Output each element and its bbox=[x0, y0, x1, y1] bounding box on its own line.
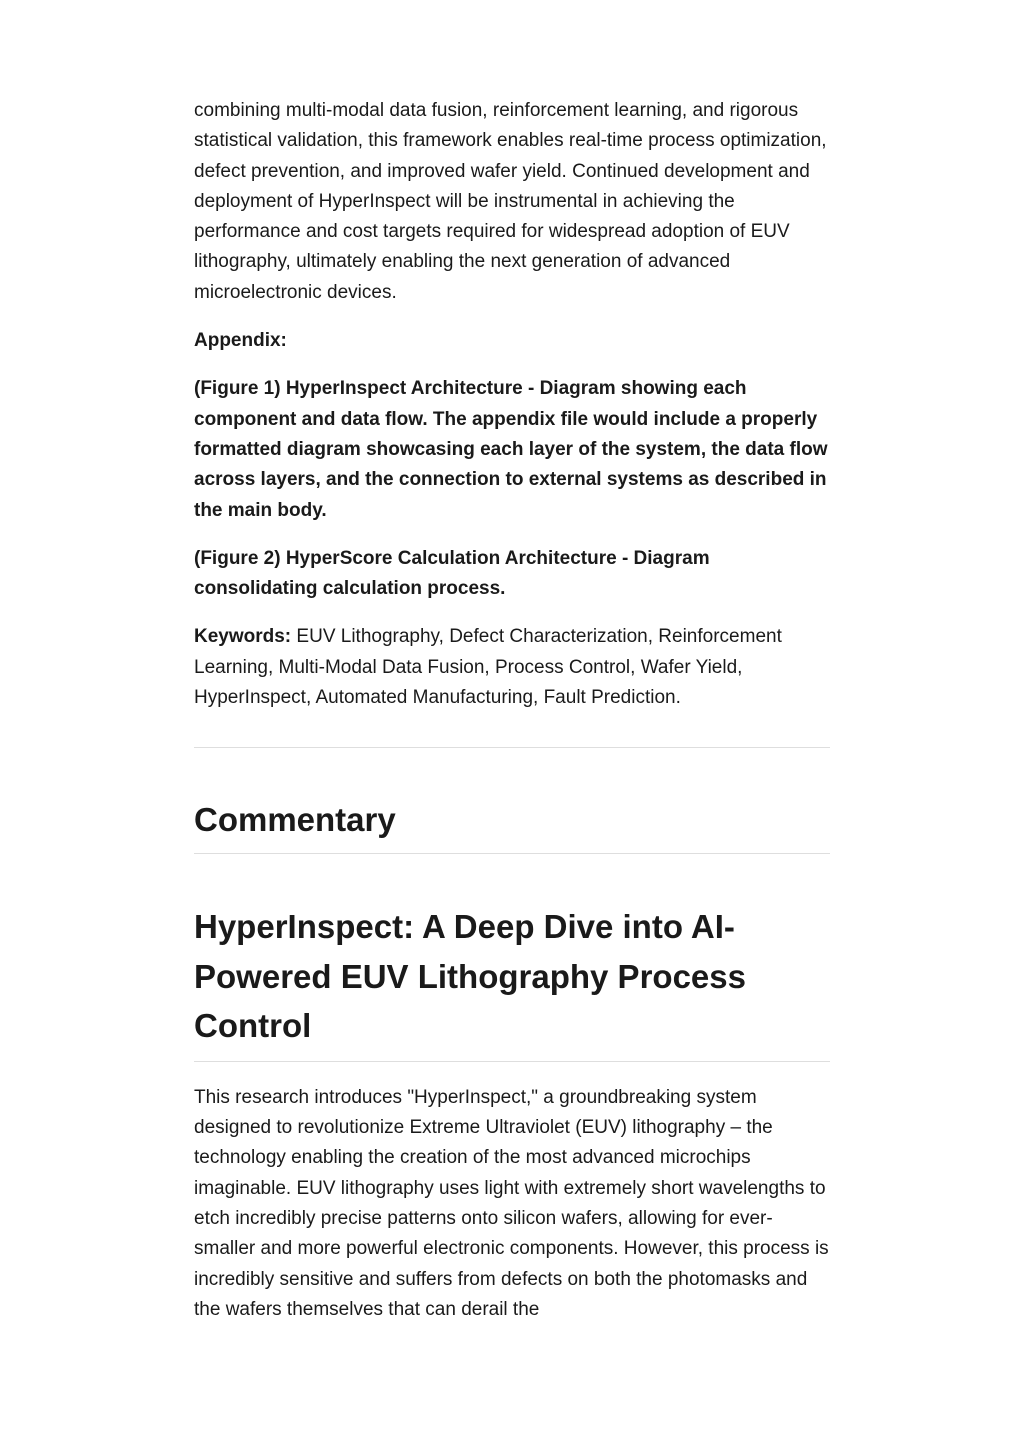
article-title-underline bbox=[194, 1061, 830, 1062]
intro-paragraph: This research introduces "HyperInspect," a groundbreaking system designed to revolutionize Extreme Ultraviolet (EUV) lithography – the technology enabling the creation of the most advanced microchips imaginable. EUV lithography uses light with extremely short wavelengths to etch incredibly precise patterns onto silicon wafers, allowing for ever-smaller and more powerful electronic components. However, this process is incredibly sensitive and suffers from defects on both the photomasks and the wafers themselves that can derail the bbox=[194, 1086, 829, 1320]
keywords-label: Keywords: bbox=[194, 626, 292, 648]
section-divider bbox=[194, 747, 830, 748]
commentary-heading-underline bbox=[194, 853, 830, 854]
figure-1-caption: (Figure 1) HyperInspect Architecture - Diagram showing each component and data flow. The appendix file would include a properly formatted diagram showcasing each layer of the system, the data flow across layers, and the connection to external systems as described in the main body. bbox=[194, 378, 828, 521]
appendix-heading: Appendix: bbox=[194, 330, 287, 352]
keywords-paragraph bbox=[194, 622, 830, 713]
commentary-heading: Commentary bbox=[194, 801, 396, 839]
keywords-text: EUV Lithography, Defect Characterization, Reinforcement Learning, Multi-Modal Data Fusion, Process Control, Wafer Yield, HyperInspect, Automated Manufacturing, Fault Prediction. bbox=[194, 626, 782, 709]
figure-2-caption: (Figure 2) HyperScore Calculation Architecture - Diagram consolidating calculation process. bbox=[194, 547, 710, 600]
conclusion-paragraph: combining multi-modal data fusion, reinforcement learning, and rigorous statistical validation, this framework enables real-time process optimization, defect prevention, and improved wafer yield. Continued development and deployment of HyperInspect will be instrumental in achieving the performance and cost targets required for widespread adoption of EUV lithography, ultimately enabling the next generation of advanced microelectronic devices. bbox=[194, 100, 827, 303]
article-title: HyperInspect: A Deep Dive into AI-Powered EUV Lithography Process Control bbox=[194, 908, 746, 1045]
document-page bbox=[194, 96, 830, 1343]
